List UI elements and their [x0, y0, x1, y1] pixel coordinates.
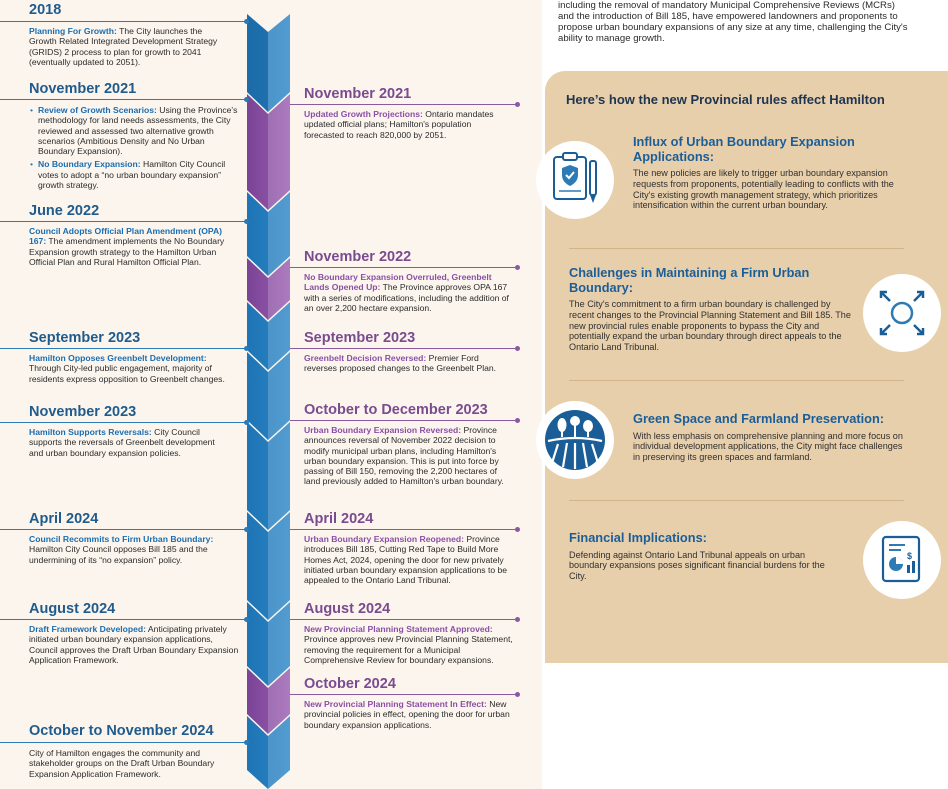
event-body: Draft Framework Developed: Anticipating privately initiated urban boundary expansion applications, Council approves the Draft Urban Boundary Expansion Application Framework. — [29, 624, 239, 665]
event-rule — [290, 348, 518, 349]
event-body: Council Recommits to Firm Urban Boundary: Hamilton City Council opposes Bill 185 and the undermining of its “no expansion” policy. — [29, 534, 214, 565]
event-rule — [290, 619, 518, 620]
event-rule — [0, 348, 246, 349]
event-title: November 2022 — [304, 249, 412, 265]
timeline-event-nov-2021-province — [304, 86, 512, 140]
event-body: Urban Boundary Expansion Reopened: Province introduces Bill 185, Cutting Red Tape to Build More Homes Act, 2024, opening the door for new privately initiated urban boundary expansion applications to be appealed to the Ontario Land Tribunal. — [304, 534, 508, 586]
event-rule — [0, 99, 246, 100]
event-body: Council Adopts Official Plan Amendment (OPA) 167: The amendment implements the No Boundary Expansion growth strategy to the Hamilton Urban Official Plan and Rural Hamilton Official Plan. — [29, 226, 225, 267]
timeline-event-oct-dec-2023-province — [304, 402, 512, 487]
event-rule — [0, 742, 246, 743]
event-body: Greenbelt Decision Reversed: Premier Ford reverses proposed changes to the Greenbelt Plan. — [304, 353, 497, 374]
impact-card-greenspace — [633, 412, 908, 463]
card-title: Green Space and Farmland Preservation: — [633, 411, 885, 426]
event-dot — [244, 617, 249, 622]
intro-paragraph: including the removal of mandatory Municipal Comprehensive Reviews (MCRs) and the introduction of Bill 185, have empowered landowners and proponents to propose urban boundary expansions of any size at any time, challenging the City's ability to manage growth. — [558, 0, 908, 44]
event-rule — [0, 21, 246, 22]
card-separator — [569, 380, 904, 381]
event-title: September 2023 — [29, 330, 141, 346]
event-rule — [290, 420, 518, 421]
card-title: Influx of Urban Boundary Expansion Applications: — [633, 134, 855, 164]
timeline-event-apr-2024 — [29, 511, 229, 565]
impact-card-applications — [633, 135, 905, 211]
event-title: October 2024 — [304, 676, 396, 692]
event-rule — [0, 619, 246, 620]
svg-text:$: $ — [907, 551, 913, 561]
event-dot — [244, 420, 249, 425]
card-separator — [569, 500, 904, 501]
event-dot — [515, 102, 520, 107]
event-rule — [0, 221, 246, 222]
event-body: No Boundary Expansion Overruled, Greenbelt Lands Opened Up: The Province approves OPA 167 with a series of modifications, including the addition of an over 2,200 hectare expansion. — [304, 272, 509, 313]
timeline-event-2018 — [29, 2, 229, 67]
event-title: November 2021 — [29, 81, 137, 97]
event-dot — [515, 692, 520, 697]
card-body: The City's commitment to a firm urban boundary is challenged by recent changes to the Provincial Planning Statement and Bill 185. The new provincial rules enable proponents to bypass the City and potentially expand the urban boundary through direct appeals to the Ontario Land Tribunal. — [569, 299, 851, 353]
event-dot — [244, 219, 249, 224]
event-title: June 2022 — [29, 203, 100, 219]
timeline-event-aug-2024 — [29, 601, 239, 665]
event-dot — [515, 418, 520, 423]
event-body: City of Hamilton engages the community and stakeholder groups on the Draft Urban Boundary Expansion Application Framework. — [29, 748, 215, 779]
event-dot — [515, 346, 520, 351]
timeline-event-nov-2022-province — [304, 249, 514, 313]
event-dot — [244, 346, 249, 351]
event-rule — [0, 422, 246, 423]
timeline-event-oct-2024-province — [304, 676, 514, 730]
event-rule — [290, 104, 518, 105]
card-body: With less emphasis on comprehensive planning and more focus on individual development applications, the City might face challenges in preserving its green spaces and farmland. — [633, 430, 903, 463]
event-body: New Provincial Planning Statement In Effect: New provincial policies in effect, opening the door for urban boundary expansion applications. — [304, 699, 510, 730]
event-body: New Provincial Planning Statement Approved: Province approves new Provincial Planning Statement, removing the requirement for a Municipal Comprehensive Review for boundary expansions. — [304, 624, 513, 665]
timeline-event-aug-2024-province — [304, 601, 514, 665]
expand-arrows-icon — [863, 274, 941, 352]
timeline-event-sep-2023-province — [304, 330, 514, 374]
timeline-event-nov-2023 — [29, 404, 229, 458]
farmland-trees-icon — [536, 401, 614, 479]
event-body: Updated Growth Projections: Ontario mandates updated official plans; Hamilton's population forecasted to reach 820,000 by 2051. — [304, 109, 494, 140]
event-dot — [515, 527, 520, 532]
event-title: April 2024 — [29, 511, 99, 527]
card-title: Challenges in Maintaining a Firm Urban Boundary: — [569, 265, 810, 295]
event-dot — [515, 617, 520, 622]
event-body: • Review of Growth Scenarios: Using the Province's methodology for land needs assessments, the City reviewed and assessed two alternative growth scenarios (Ambitious Density and No Urban Boundary Expansion). • No Boundary Expansion: Hamilton City Council votes to adopt a “no urban boundary expansion” growth strategy. — [29, 105, 239, 190]
card-body: Defending against Ontario Land Tribunal appeals on urban boundary expansions poses significant financial burdens for the City. — [569, 549, 825, 582]
event-body: Urban Boundary Expansion Reversed: Province announces reversal of November 2022 decision to modify municipal urban plans, including Hamilton's urban boundary expansion. This is put into force by passing of Bill 150, removing the 2,200 hectares of land previously added to Hamilton's urban boundary. — [304, 425, 504, 487]
impact-heading: Here’s how the new Provincial rules affect Hamilton — [566, 92, 885, 107]
clipboard-shield-icon — [536, 141, 614, 219]
timeline-event-nov-2021 — [29, 81, 239, 193]
event-title: August 2024 — [304, 601, 391, 617]
event-dot — [244, 97, 249, 102]
impact-card-financial — [569, 531, 844, 582]
card-separator — [569, 248, 904, 249]
event-dot — [244, 740, 249, 745]
timeline-event-oct-nov-2024 — [29, 723, 229, 779]
event-dot — [244, 19, 249, 24]
event-body: Hamilton Opposes Greenbelt Development: Through City-led public engagement, majority of residents express opposition to Greenbelt changes. — [29, 353, 225, 384]
financial-report-icon — [863, 521, 941, 599]
timeline-event-apr-2024-province — [304, 511, 514, 585]
event-rule — [290, 267, 518, 268]
event-title: October to December 2023 — [304, 402, 488, 418]
event-title: November 2023 — [29, 404, 137, 420]
event-rule — [290, 529, 518, 530]
impact-card-boundary — [569, 266, 855, 353]
event-rule — [290, 694, 518, 695]
event-title: November 2021 — [304, 86, 412, 102]
timeline-event-sep-2023 — [29, 330, 229, 384]
event-body: Planning For Growth: The City launches the Growth Related Integrated Development Strategy (GRIDS) 2 process to plan for growth to 2041 (eventually updated to 2051). — [29, 26, 218, 67]
card-title: Financial Implications: — [569, 530, 707, 545]
card-body: The new policies are likely to trigger urban boundary expansion requests from proponents, potentially leading to conflicts with the City's existing growth management strategy, which prioritizes intensification within the current urban boundary. — [633, 168, 894, 211]
timeline-event-jun-2022 — [29, 203, 234, 267]
event-title: September 2023 — [304, 330, 416, 346]
event-dot — [515, 265, 520, 270]
event-title: 2018 — [29, 2, 62, 18]
event-dot — [244, 527, 249, 532]
event-title: October to November 2024 — [29, 723, 214, 739]
event-body: Hamilton Supports Reversals: City Council supports the reversals of Greenbelt development and urban boundary expansion policies. — [29, 427, 215, 458]
event-title: April 2024 — [304, 511, 374, 527]
event-title: August 2024 — [29, 601, 116, 617]
event-rule — [0, 529, 246, 530]
